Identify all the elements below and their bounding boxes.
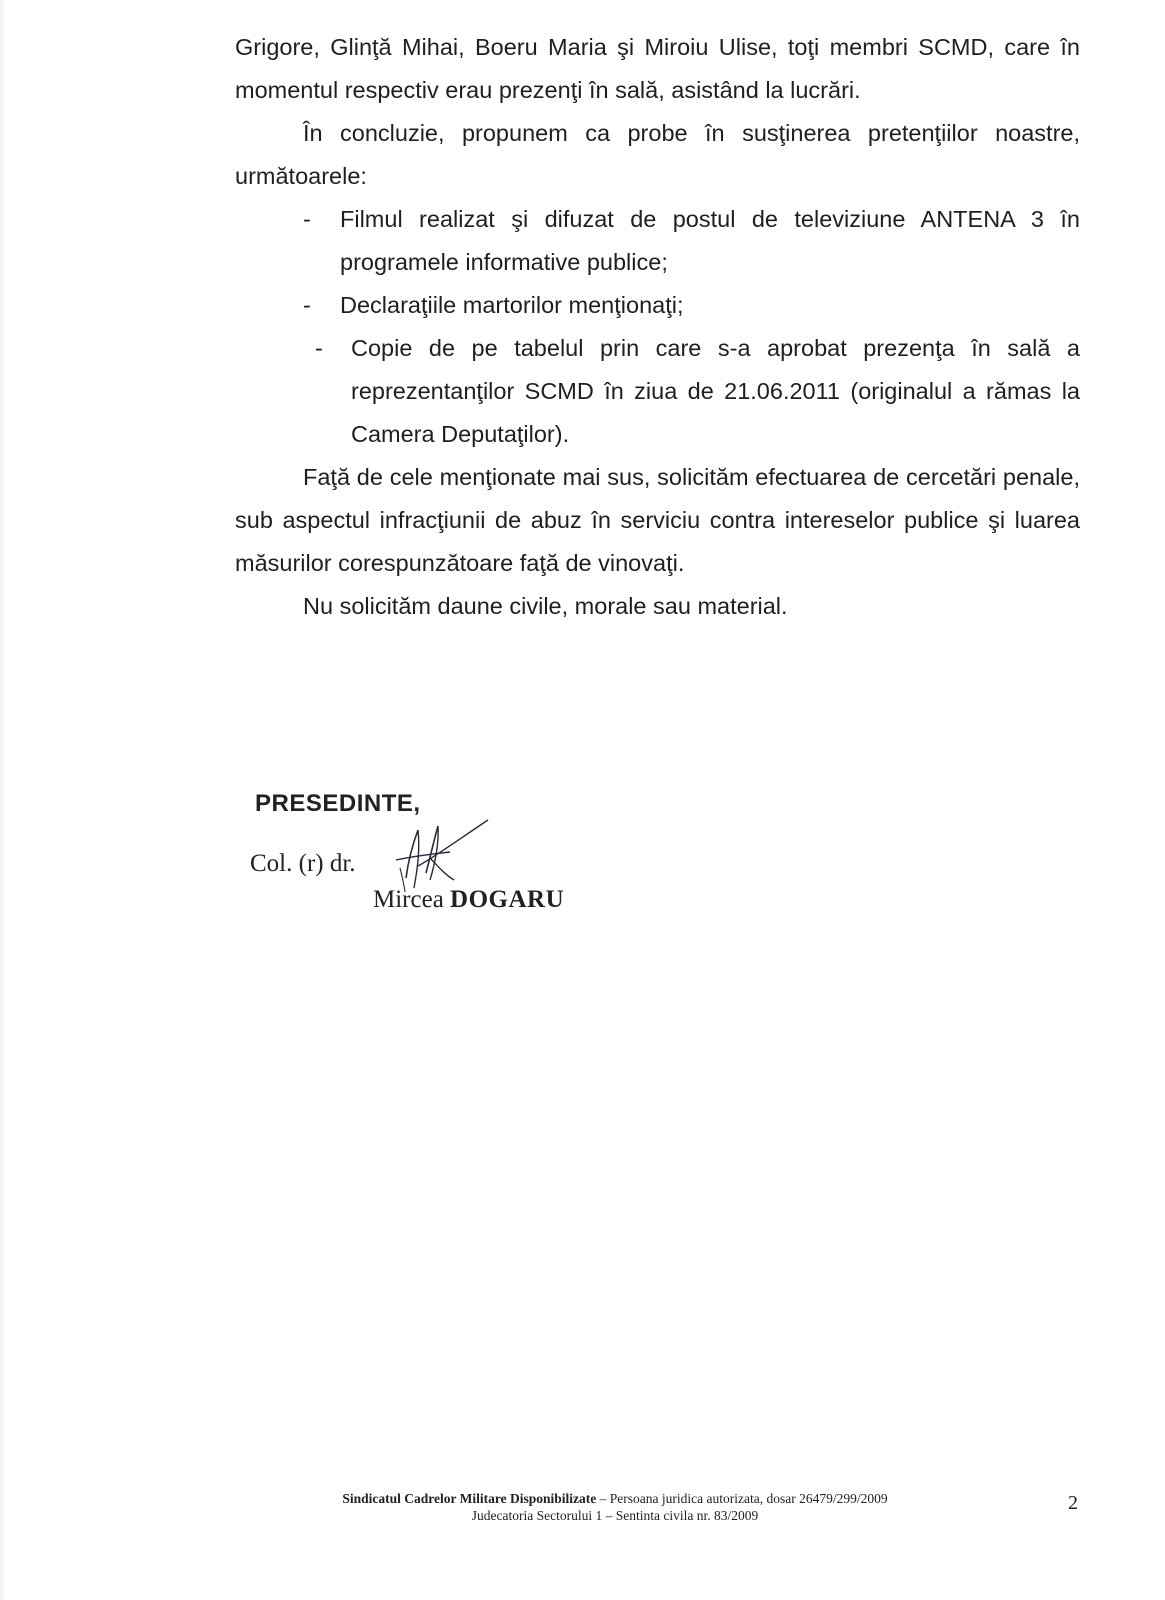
list-dash: - [315,335,323,361]
signature-title: PRESEDINTE, [255,790,421,817]
paragraph-conclusion: În concluzie, propunem ca probe în susţinerea pretenţiilor noastre, următoarele: [235,120,1080,189]
list-dash: - [303,292,311,318]
evidence-item-text: Copie de pe tabelul prin care s-a aprobat prezenţa în sală a reprezentanţilor SCMD în ziua de 21.06.2011 (originalul a rămas la Camera Deputaţilor). [351,335,1080,447]
evidence-item [235,198,1080,284]
paragraph-continuation: Grigore, Glinţă Mihai, Boeru Maria şi Miroiu Ulise, toţi membri SCMD, care în momentul respectiv erau prezenţi în sală, asistând la lucrări. [235,34,1080,103]
paragraph-request: Faţă de cele menţionate mai sus, solicităm efectuarea de cercetări penale, sub aspectul infracţiunii de abuz în serviciu contra intereselor publice şi luarea măsurilor corespunzătoare faţă de vinovaţi. [235,464,1080,576]
scan-edge-shadow [0,0,6,1600]
signer-last-name: DOGARU [450,886,565,913]
footer-line-2: Judecatoria Sectorului 1 – Sentinta civila nr. 83/2009 [471,1508,759,1523]
footer-registration: – Persoana juridica autorizata, dosar 26479/299/2009 [596,1491,888,1506]
evidence-item-text: Filmul realizat şi difuzat de postul de televiziune ANTENA 3 în programele informative publice; [340,206,1080,275]
signer-rank: Col. (r) dr. [250,850,356,877]
evidence-item-text: Declaraţiile martorilor menţionaţi; [340,292,684,318]
list-dash: - [303,206,311,232]
letter-body [235,26,1080,628]
page-number: 2 [1068,1492,1078,1514]
footer-org-name: Sindicatul Cadrelor Militare Disponibilizate [342,1491,597,1506]
evidence-list [235,198,1080,456]
evidence-item [235,284,1080,327]
page-footer [300,1490,930,1524]
paragraph-damages: Nu solicităm daune civile, morale sau material. [303,593,788,619]
signer-name [373,886,564,914]
evidence-item [235,327,1080,456]
footer-line-1 [300,1490,930,1507]
signer-first-name: Mircea [373,886,444,913]
